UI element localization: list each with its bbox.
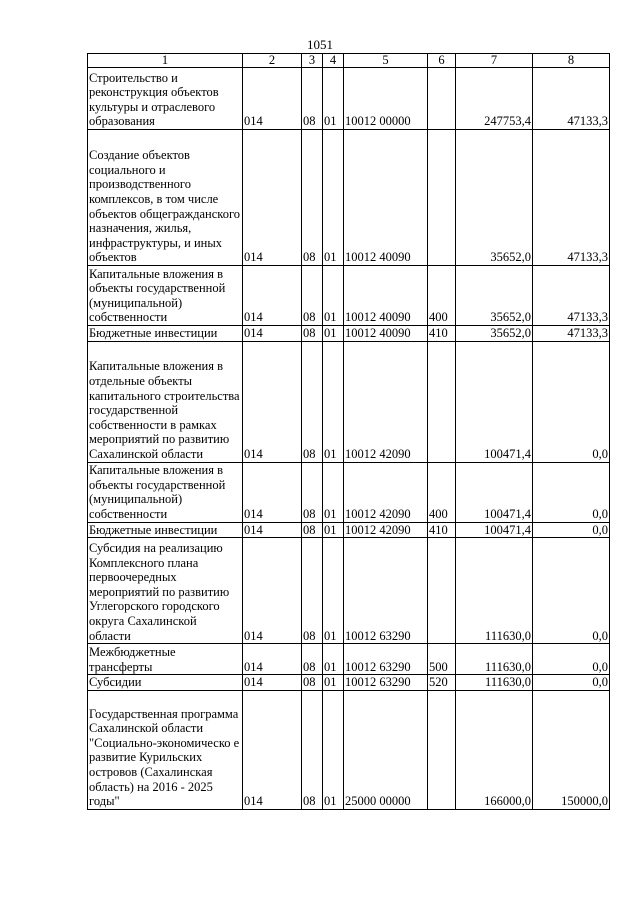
row-amount-1: 111630,0 (456, 675, 533, 691)
row-expense-type (428, 130, 456, 266)
row-amount-2: 47133,3 (533, 266, 610, 326)
column-header: 3 (302, 54, 323, 68)
row-amount-1: 100471,4 (456, 462, 533, 522)
row-grbs: 014 (243, 644, 302, 675)
row-target-code: 10012 40090 (344, 326, 428, 342)
row-amount-2: 0,0 (533, 538, 610, 644)
row-grbs: 014 (243, 538, 302, 644)
row-subsection: 01 (323, 690, 344, 809)
row-name: Строительство и реконструкция объектов культуры и отраслевого образования (88, 68, 243, 130)
row-name: Капитальные вложения в объекты государственной (муниципальной) собственности (88, 462, 243, 522)
table-header-row (88, 54, 610, 68)
row-target-code: 10012 63290 (344, 644, 428, 675)
row-amount-1: 111630,0 (456, 538, 533, 644)
column-header: 5 (344, 54, 428, 68)
budget-table (87, 53, 610, 810)
row-section: 08 (302, 266, 323, 326)
row-section: 08 (302, 644, 323, 675)
row-amount-2: 47133,3 (533, 326, 610, 342)
row-name: Капитальные вложения в объекты государственной (муниципальной) собственности (88, 266, 243, 326)
row-grbs: 014 (243, 266, 302, 326)
row-grbs: 014 (243, 462, 302, 522)
row-section: 08 (302, 538, 323, 644)
row-amount-1: 111630,0 (456, 644, 533, 675)
row-section: 08 (302, 130, 323, 266)
row-section: 08 (302, 326, 323, 342)
row-grbs: 014 (243, 341, 302, 462)
row-amount-2: 0,0 (533, 462, 610, 522)
row-section: 08 (302, 522, 323, 538)
row-name: Субсидии (88, 675, 243, 691)
row-target-code: 10012 40090 (344, 130, 428, 266)
column-header: 7 (456, 54, 533, 68)
row-subsection: 01 (323, 68, 344, 130)
row-subsection: 01 (323, 675, 344, 691)
row-amount-1: 35652,0 (456, 130, 533, 266)
row-name: Бюджетные инвестиции (88, 326, 243, 342)
row-amount-2: 47133,3 (533, 68, 610, 130)
row-amount-1: 100471,4 (456, 522, 533, 538)
row-amount-2: 0,0 (533, 675, 610, 691)
row-section: 08 (302, 341, 323, 462)
row-expense-type: 410 (428, 522, 456, 538)
row-expense-type: 410 (428, 326, 456, 342)
page-number: 1051 (307, 37, 333, 52)
row-amount-1: 35652,0 (456, 326, 533, 342)
row-expense-type (428, 341, 456, 462)
row-expense-type (428, 68, 456, 130)
row-expense-type: 500 (428, 644, 456, 675)
row-subsection: 01 (323, 341, 344, 462)
row-section: 08 (302, 68, 323, 130)
row-target-code: 25000 00000 (344, 690, 428, 809)
table-row (88, 522, 610, 538)
column-header: 4 (323, 54, 344, 68)
row-subsection: 01 (323, 462, 344, 522)
row-target-code: 10012 42090 (344, 462, 428, 522)
row-amount-2: 47133,3 (533, 130, 610, 266)
row-amount-2: 0,0 (533, 522, 610, 538)
table-row (88, 326, 610, 342)
row-amount-1: 35652,0 (456, 266, 533, 326)
row-section: 08 (302, 690, 323, 809)
row-target-code: 10012 42090 (344, 522, 428, 538)
row-expense-type: 520 (428, 675, 456, 691)
row-grbs: 014 (243, 326, 302, 342)
row-subsection: 01 (323, 538, 344, 644)
table-row (88, 462, 610, 522)
row-name: Субсидия на реализацию Комплексного плана первоочередных мероприятий по развитию Углегорского городского округа Сахалинской области (88, 538, 243, 644)
row-section: 08 (302, 462, 323, 522)
table-row (88, 538, 610, 644)
row-expense-type: 400 (428, 266, 456, 326)
column-header: 6 (428, 54, 456, 68)
row-subsection: 01 (323, 326, 344, 342)
column-header: 8 (533, 54, 610, 68)
row-name: Создание объектов социального и производственного комплексов, в том числе объектов общегражданского назначения, жилья, инфраструктуры, и иных объектов (88, 130, 243, 266)
row-section: 08 (302, 675, 323, 691)
row-grbs: 014 (243, 675, 302, 691)
row-amount-1: 247753,4 (456, 68, 533, 130)
row-amount-2: 0,0 (533, 341, 610, 462)
row-target-code: 10012 00000 (344, 68, 428, 130)
row-grbs: 014 (243, 522, 302, 538)
row-expense-type (428, 690, 456, 809)
row-amount-2: 150000,0 (533, 690, 610, 809)
table-row (88, 130, 610, 266)
table-row (88, 690, 610, 809)
row-amount-2: 0,0 (533, 644, 610, 675)
row-amount-1: 166000,0 (456, 690, 533, 809)
row-expense-type: 400 (428, 462, 456, 522)
table-row (88, 68, 610, 130)
table-row (88, 675, 610, 691)
row-grbs: 014 (243, 130, 302, 266)
row-target-code: 10012 42090 (344, 341, 428, 462)
row-name: Бюджетные инвестиции (88, 522, 243, 538)
row-subsection: 01 (323, 522, 344, 538)
table-row (88, 341, 610, 462)
row-expense-type (428, 538, 456, 644)
row-subsection: 01 (323, 644, 344, 675)
row-grbs: 014 (243, 690, 302, 809)
row-name: Государственная программа Сахалинской области "Социально-экономическо е развитие Курильских островов (Сахалинская область) на 2016 - 2025 годы" (88, 690, 243, 809)
column-header: 2 (243, 54, 302, 68)
row-amount-1: 100471,4 (456, 341, 533, 462)
table-row (88, 266, 610, 326)
row-target-code: 10012 40090 (344, 266, 428, 326)
row-target-code: 10012 63290 (344, 538, 428, 644)
row-target-code: 10012 63290 (344, 675, 428, 691)
row-subsection: 01 (323, 266, 344, 326)
row-subsection: 01 (323, 130, 344, 266)
row-name: Межбюджетные трансферты (88, 644, 243, 675)
table-row (88, 644, 610, 675)
row-grbs: 014 (243, 68, 302, 130)
column-header: 1 (88, 54, 243, 68)
row-name: Капитальные вложения в отдельные объекты капитального строительства государственной собственности в рамках мероприятий по развитию Сахалинской области (88, 341, 243, 462)
